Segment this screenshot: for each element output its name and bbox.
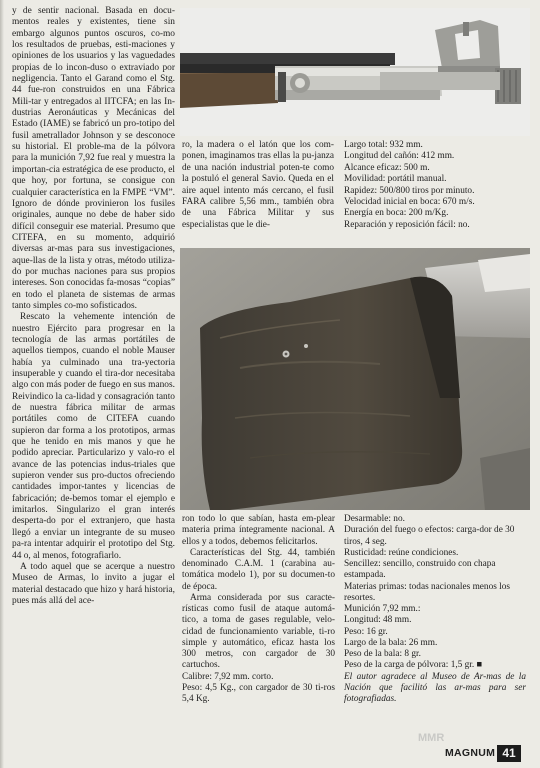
rifle-front-sight-illustration <box>180 8 530 136</box>
left-paragraph-1: y de sentir nacional. Basada en docu-mentos reales y existentes, tiene sin embargo algunos puntos oscuros, co-mo los resultados de pruebas, esti-maciones y opiniones de los usuarios y las vaguedades propias de lo incon-duso o extraviado por negligencia. Tanto el Garand como el Stg. 44 fue-ron construidos en una Fábrica Mili-tar y entregados al IITCFA; en las In-dustrias Aeronáuticas y Mecánicas del Estado (IAME) se fabricó un pro-totipo del fusil ametrallador Johnson y se desconoce su historial. El proble-ma de la pólvora para la munición 7,92 fue real y muestra la importan-cia estratégica de ese producto, el que hoy, por fortuna, se consigue con cualquier característica en la FMPE “VM”. Ignoro de dónde provinieron los fusiles originales, aunque no debe de haber sido difícil conseguir ese material. Presumo que CITEFA, en su momento, adquirió diversas ar-mas para sus investigaciones, aque-llas de la lista y otras, método utiliza-do por muchas naciones para sus propios intereses. Son conocidas fa-mosas “copias” en todo el planeta de sistemas de armas tanto simples co-mo sofisticados. <box>12 6 175 311</box>
rifle-stock-illustration <box>180 248 530 510</box>
specs-list-top <box>344 140 526 231</box>
spec-item: Largo total: 932 mm. <box>344 140 423 150</box>
spec-item: Movilidad: portátil manual. <box>344 174 447 185</box>
rifle-stock-photo <box>180 248 530 510</box>
watermark-logo: MMR <box>418 732 445 744</box>
mid-top-text-column <box>182 140 334 231</box>
rifle-front-sight-photo <box>180 8 530 136</box>
left-paragraph-2: Rescato la vehemente intención de nuestro Ejército para progresar en la tecnología de las armas portátiles de aquellos tiempos, cuando el noble Mauser había ya culminado una tra-yectoria insuperable y cuando el tira-dor necesitaba algo con más poder de fuego en sus manos. Reivindico la ca-lidad y consagración tanto de nuestra fábrica militar de armas portátiles como de CITEFA cuando supieron dar forma a los prototipos, armas que he tenido en mis manos y que he podido apreciar. Particularizo y valo-ro el avance de las potencias indus-triales que supieron vender sus pro-ductos ofreciendo cantidades impor-tantes y licencias de fabricación; de-bemos tomar el ejemplo e imitarlos. Singularizo el gran interés desperta-do por el extranjero, que hasta llegó a enviar un integrante de su museo pa-ra intentar adquirir el prototipo del Stg. 44 o, al menos, fotografiarlo. <box>12 312 175 561</box>
mid-bottom-paragraph-3: Arma considerada por sus caracte-rísticas como fusil de ataque automá-tico, a toma de gases regulable, velo-cidad de funcionamiento variable, ti-ro simple y automático, eficaz hasta los 300 metros, con cargador de 30 cartuchos. <box>182 592 335 671</box>
spec-item: Longitud del cañón: 412 mm. <box>344 151 455 162</box>
mid-bottom-paragraph-1: ron todo lo que sabían, hasta em-plear materia prima íntegramente nacional. A ellos y a todos, debemos felicitarlos. <box>182 514 335 547</box>
mid-top-paragraph: ro, la madera o el latón que los com-ponen, imaginamos tras ellas la pu-janza de una nación industrial poten-te como la postuló el general Savio. Queda en el aire aquel intento más cercano, el fusil FARA calibre 5,56 mm., también obra de una Fábrica Militar y sus especialistas que le die- <box>182 140 334 230</box>
spec-item: Peso de la bala: 8 gr. <box>344 649 421 659</box>
spec-item: Longitud: 48 mm. <box>344 615 412 626</box>
specs-list-bottom <box>344 514 526 705</box>
spec-item: Largo de la bala: 26 mm. <box>344 637 438 648</box>
spec-item: Peso: 16 gr. <box>344 626 388 637</box>
spec-item: Rapidez: 500/800 tiros por minuto. <box>344 185 475 196</box>
spec-item: Calibre: 7,92 mm. corto. <box>182 671 274 682</box>
spec-item: Velocidad inicial en boca: 670 m/s. <box>344 197 475 208</box>
spec-item: Desarmable: no. <box>344 514 405 524</box>
spec-item: Duración del fuego o efectos: carga-dor de 30 tiros, 4 seg. <box>344 525 515 547</box>
spec-item: Rusticidad: reúne condiciones. <box>344 547 459 558</box>
spec-item: Munición 7,92 mm.: <box>344 604 421 614</box>
spec-item: Peso de la carga de pólvora: 1,5 gr. ■ <box>344 660 483 671</box>
spec-item: Energía en boca: 200 m/Kg. <box>344 208 449 219</box>
mid-bottom-paragraph-2: Características del Stg. 44, también denominado C.A.M. 1 (carabina au-tomática modelo 1), por su documen-to de época. <box>182 547 335 592</box>
magazine-brand: MAGNUM <box>445 747 496 759</box>
left-paragraph-3: A todo aquel que se acerque a nuestro Museo de Armas, lo invito a jugar el material destacado que hizo y hará historia, pues más allá del ace- <box>12 561 175 606</box>
spec-item: Peso: 4,5 Kg., con cargador de 30 ti-ros 5,4 Kg. <box>182 682 335 704</box>
page-footer <box>445 745 535 763</box>
page-spine-shadow <box>0 0 4 768</box>
spec-item: Reparación y reposición fácil: no. <box>344 219 470 230</box>
mid-bottom-text-column <box>182 514 335 705</box>
spec-item: Alcance eficaz: 500 m. <box>344 162 430 173</box>
left-text-column <box>12 6 175 607</box>
spec-item: Materias primas: todas nacionales menos los resortes. <box>344 581 511 603</box>
page-number: 41 <box>497 745 521 762</box>
spec-item: Sencillez: sencillo, construido con chapa estampada. <box>344 559 496 581</box>
acknowledgement-note: El autor agradece al Museo de Ar-mas de la Nación que facilitó las ar-mas para ser fotografiadas. <box>344 671 526 704</box>
